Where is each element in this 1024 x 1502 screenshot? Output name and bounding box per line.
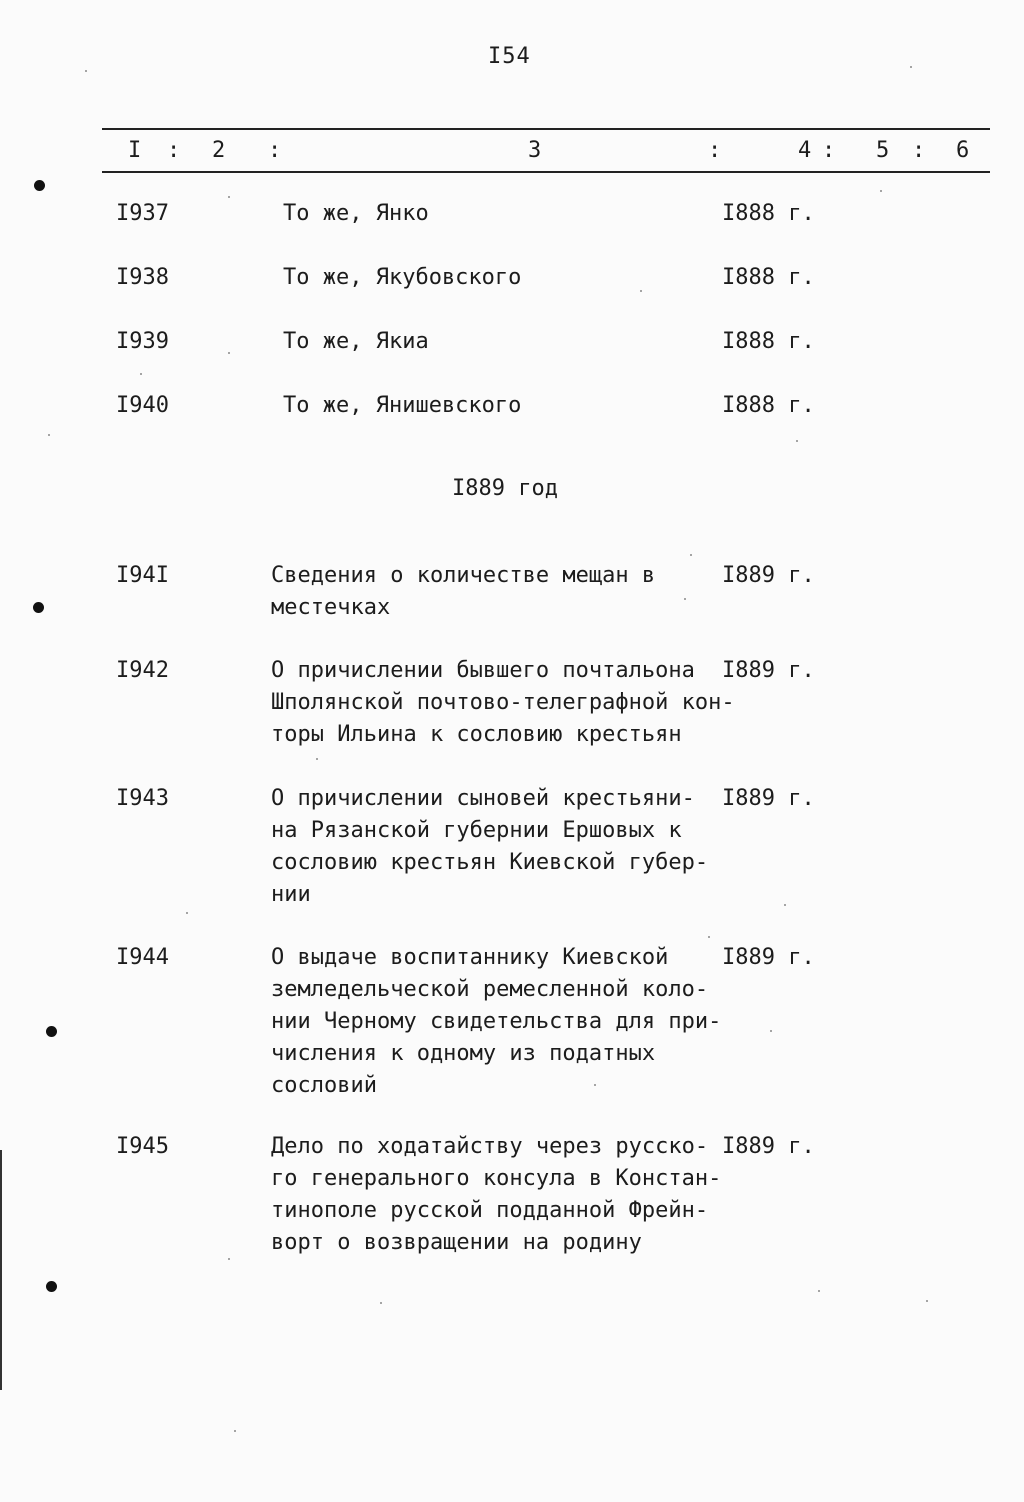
table-header-top-rule [102,128,990,130]
entry-date: I889 г. [722,945,815,970]
scan-speck [926,1300,928,1302]
scan-speck [910,66,912,68]
punch-hole-dot [46,1281,57,1292]
scan-speck [880,190,882,192]
scan-speck [228,196,230,198]
entry-title-line: Сведения о количестве мещан в [271,563,656,588]
scan-speck [140,373,142,375]
scan-speck [708,936,710,938]
entry-title-line: числения к одному из податных [271,1041,656,1066]
column-header-5: 5 [876,138,890,163]
column-separator: : [167,138,181,163]
year-heading: I889 год [452,476,558,501]
entry-date: I889 г. [722,1134,815,1159]
column-header-2: 2 [212,138,226,163]
scan-speck [770,1030,772,1032]
entry-title-line: ворт о возвращении на родину [271,1230,642,1255]
entry-date: I889 г. [722,563,815,588]
entry-date: I888 г. [722,265,815,290]
scan-speck [186,912,188,914]
entry-title-line: торы Ильина к сословию крестьян [271,722,682,747]
entry-title-line: земледельческой ремесленной коло- [271,977,709,1002]
scan-speck [228,352,230,354]
entry-number: I942 [116,658,169,683]
scan-speck [85,70,87,72]
scan-speck [684,598,686,600]
entry-title-line: Дело по ходатайству через русско- [271,1134,709,1159]
punch-hole-dot [34,180,45,191]
scan-speck [594,1084,596,1086]
entry-title-line: тинополе русской подданной Фрейн- [271,1198,709,1223]
page-edge-shadow [0,1150,2,1390]
scan-speck [316,758,318,760]
entry-title-line: нии [271,882,311,907]
scan-speck [234,1430,236,1432]
scan-speck [380,1302,382,1304]
entry-number: I938 [116,265,169,290]
column-header-1: I [128,138,142,163]
entry-title-line: местечках [271,595,391,620]
entry-number: I937 [116,201,169,226]
entry-number: I94I [116,563,169,588]
entry-title: То же, Якиа [283,329,429,354]
column-header-3: 3 [528,138,542,163]
entry-date: I888 г. [722,329,815,354]
page-number: I54 [488,44,531,69]
column-header-4: 4 [798,138,812,163]
entry-date: I889 г. [722,786,815,811]
entry-title: То же, Якубовского [283,265,522,290]
entry-title-line: на Рязанской губернии Ершовых к [271,818,682,843]
entry-title-line: Шполянской почтово-телеграфной кон- [271,690,735,715]
entry-number: I944 [116,945,169,970]
entry-date: I889 г. [722,658,815,683]
entry-date: I888 г. [722,201,815,226]
entry-title-line: сословию крестьян Киевской губер- [271,850,709,875]
scan-speck [818,1290,820,1292]
entry-date: I888 г. [722,393,815,418]
entry-number: I940 [116,393,169,418]
punch-hole-dot [46,1026,57,1037]
entry-title-line: О выдаче воспитаннику Киевской [271,945,669,970]
entry-number: I943 [116,786,169,811]
scan-speck [640,290,642,292]
scan-speck [690,554,692,556]
scan-speck [796,440,798,442]
entry-title-line: нии Черному свидетельства для при- [271,1009,722,1034]
entry-title: То же, Янишевского [283,393,522,418]
column-separator: : [268,138,282,163]
scan-speck [784,904,786,906]
column-separator: : [708,138,722,163]
column-separator: : [912,138,926,163]
entry-title: То же, Янко [283,201,429,226]
column-header-6: 6 [956,138,970,163]
entry-title-line: сословий [271,1073,377,1098]
scan-speck [48,434,50,436]
entry-number: I945 [116,1134,169,1159]
entry-title-line: О причислении бывшего почтальона [271,658,695,683]
scan-speck [228,1258,230,1260]
punch-hole-dot [33,602,44,613]
entry-number: I939 [116,329,169,354]
column-separator: : [822,138,836,163]
entry-title-line: О причислении сыновей крестьяни- [271,786,695,811]
entry-title-line: го генерального консула в Констан- [271,1166,722,1191]
table-header-bottom-rule [102,171,990,173]
